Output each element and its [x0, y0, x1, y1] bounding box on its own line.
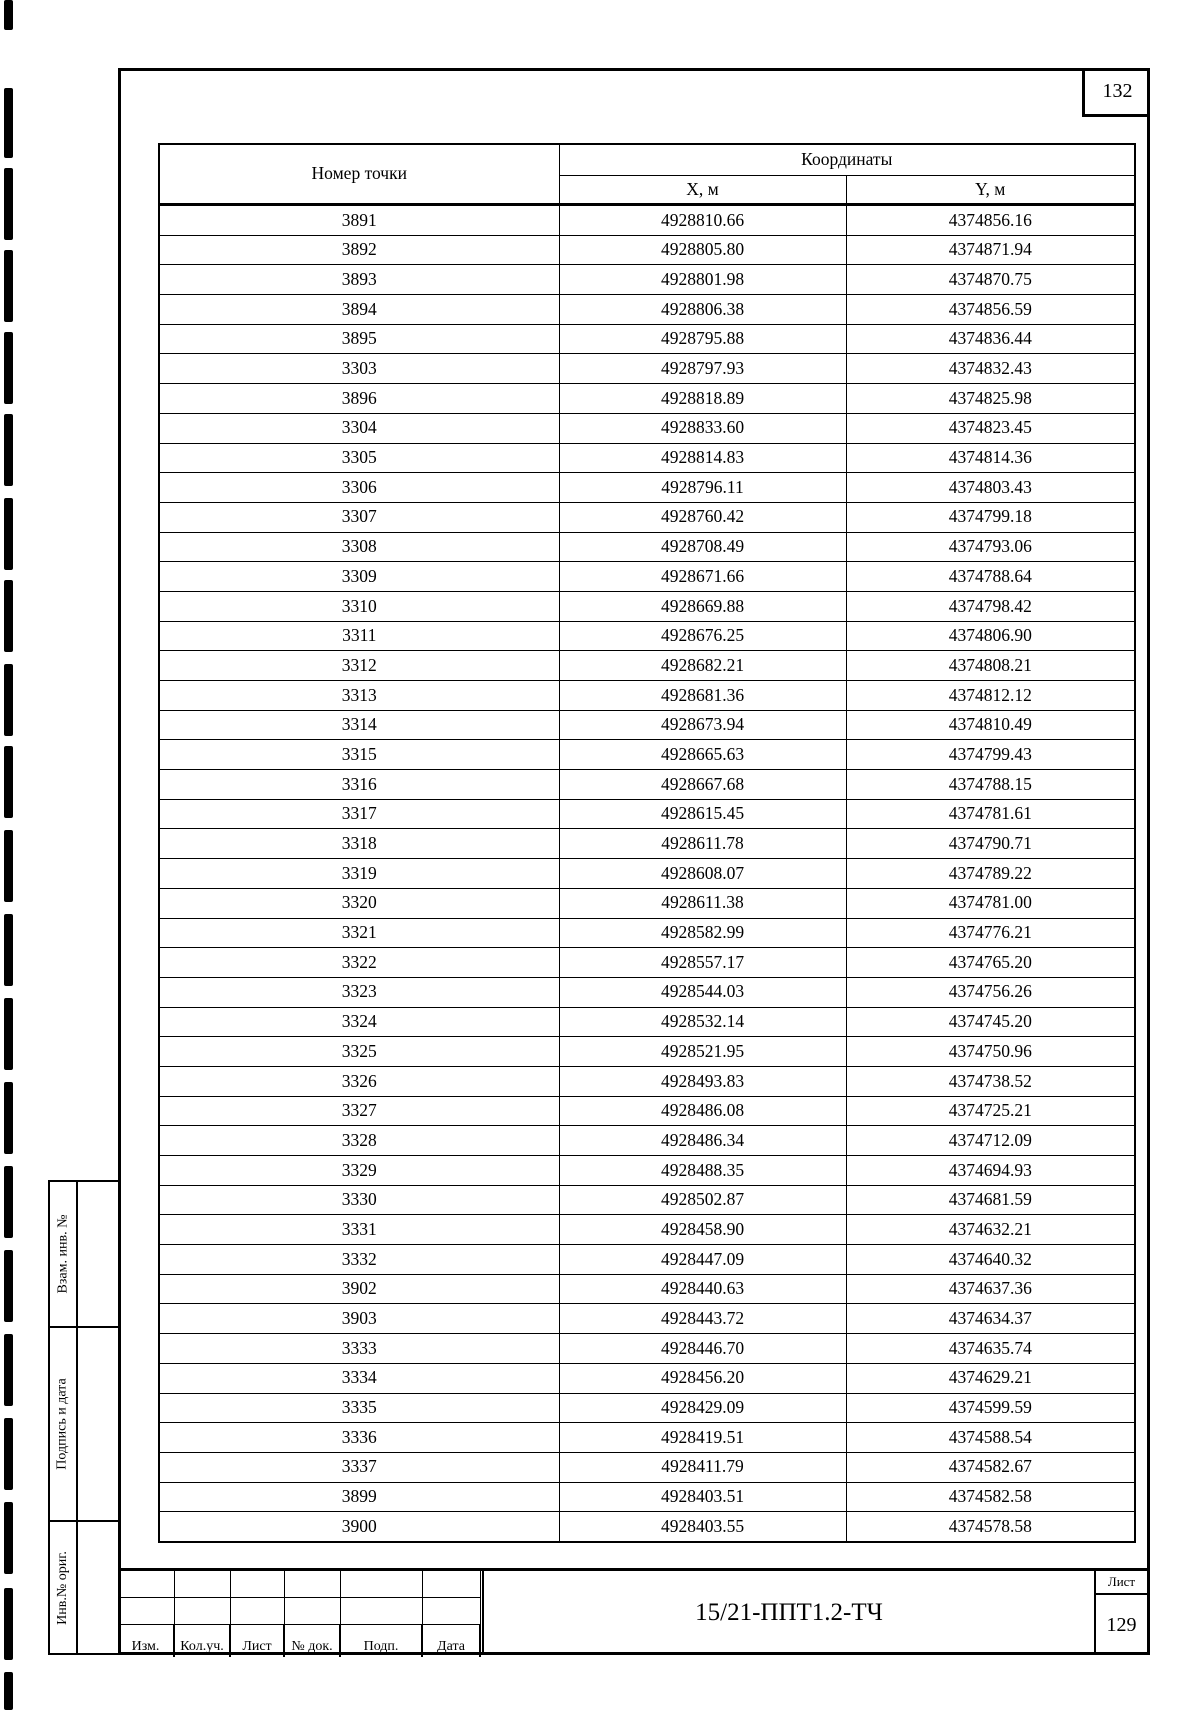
point-number-cell: 3313	[159, 681, 559, 711]
table-row	[159, 1245, 1135, 1275]
x-coordinate-cell: 4928440.63	[559, 1274, 846, 1304]
table-row	[159, 205, 1135, 236]
y-coordinate-cell: 4374871.94	[846, 235, 1135, 265]
y-coordinate-cell: 4374814.36	[846, 443, 1135, 473]
table-row	[159, 1452, 1135, 1482]
table-row	[159, 1185, 1135, 1215]
binding-mark	[4, 664, 13, 736]
x-coordinate-cell: 4928667.68	[559, 770, 846, 800]
x-coordinate-cell: 4928806.38	[559, 295, 846, 325]
title-block	[118, 1568, 1150, 1655]
coordinates-table	[158, 143, 1136, 1543]
x-coordinate-cell: 4928760.42	[559, 502, 846, 532]
stamp-replace-inv-label: Взам. инв. №	[55, 1214, 70, 1294]
x-coordinate-cell: 4928611.38	[559, 888, 846, 918]
x-coordinate-cell: 4928446.70	[559, 1334, 846, 1364]
table-row	[159, 1482, 1135, 1512]
table-row	[159, 1156, 1135, 1186]
y-coordinate-cell: 4374745.20	[846, 1007, 1135, 1037]
point-number-cell: 3315	[159, 740, 559, 770]
x-coordinate-cell: 4928521.95	[559, 1037, 846, 1067]
x-coordinate-cell: 4928833.60	[559, 413, 846, 443]
binding-mark	[4, 1166, 13, 1238]
point-number-cell: 3324	[159, 1007, 559, 1037]
table-row	[159, 859, 1135, 889]
y-coordinate-cell: 4374790.71	[846, 829, 1135, 859]
binding-mark	[4, 1672, 13, 1710]
table-row	[159, 740, 1135, 770]
table-row	[159, 1304, 1135, 1334]
point-number-cell: 3314	[159, 710, 559, 740]
point-number-cell: 3307	[159, 502, 559, 532]
revision-cell	[118, 1598, 174, 1625]
point-number-cell: 3334	[159, 1363, 559, 1393]
y-coordinate-cell: 4374738.52	[846, 1066, 1135, 1096]
binding-mark	[4, 998, 13, 1070]
y-coordinate-cell: 4374806.90	[846, 621, 1135, 651]
y-coordinate-cell: 4374781.00	[846, 888, 1135, 918]
y-coordinate-cell: 4374836.44	[846, 324, 1135, 354]
binding-mark	[4, 1418, 13, 1490]
stamp-orig-inv	[48, 1522, 118, 1655]
binding-mark	[4, 0, 13, 30]
stamp-signature-date	[48, 1328, 118, 1522]
point-number-cell: 3895	[159, 324, 559, 354]
y-coordinate-cell: 4374799.18	[846, 502, 1135, 532]
x-coordinate-cell: 4928557.17	[559, 948, 846, 978]
point-number-cell: 3900	[159, 1512, 559, 1542]
table-row	[159, 384, 1135, 414]
y-coordinate-cell: 4374812.12	[846, 681, 1135, 711]
revision-cell	[174, 1598, 230, 1625]
x-coordinate-cell: 4928443.72	[559, 1304, 846, 1334]
y-coordinate-cell: 4374582.67	[846, 1452, 1135, 1482]
binding-mark	[4, 1334, 13, 1406]
table-row	[159, 888, 1135, 918]
y-coordinate-cell: 4374588.54	[846, 1423, 1135, 1453]
table-row	[159, 651, 1135, 681]
point-number-cell: 3309	[159, 562, 559, 592]
table-row	[159, 1363, 1135, 1393]
y-coordinate-cell: 4374765.20	[846, 948, 1135, 978]
revision-cell	[118, 1571, 174, 1598]
col-kol-uch: Кол.уч.	[174, 1625, 230, 1658]
y-coordinate-cell: 4374799.43	[846, 740, 1135, 770]
point-number-cell: 3893	[159, 265, 559, 295]
table-row	[159, 1334, 1135, 1364]
point-number-cell: 3331	[159, 1215, 559, 1245]
binding-mark	[4, 1502, 13, 1574]
revision-cell	[340, 1571, 422, 1598]
y-coordinate-cell: 4374712.09	[846, 1126, 1135, 1156]
x-coordinate-cell: 4928608.07	[559, 859, 846, 889]
x-coordinate-cell: 4928403.51	[559, 1482, 846, 1512]
x-coordinate-cell: 4928411.79	[559, 1452, 846, 1482]
x-coordinate-cell: 4928532.14	[559, 1007, 846, 1037]
y-coordinate-cell: 4374640.32	[846, 1245, 1135, 1275]
x-coordinate-cell: 4928582.99	[559, 918, 846, 948]
x-coordinate-cell: 4928805.80	[559, 235, 846, 265]
x-coordinate-cell: 4928801.98	[559, 265, 846, 295]
point-number-cell: 3303	[159, 354, 559, 384]
y-coordinate-cell: 4374578.58	[846, 1512, 1135, 1542]
table-row	[159, 502, 1135, 532]
point-number-cell: 3310	[159, 591, 559, 621]
point-number-cell: 3337	[159, 1452, 559, 1482]
table-row	[159, 681, 1135, 711]
y-coordinate-cell: 4374776.21	[846, 918, 1135, 948]
header-x: X, м	[559, 176, 846, 205]
table-row	[159, 799, 1135, 829]
x-coordinate-cell: 4928486.34	[559, 1126, 846, 1156]
y-coordinate-cell: 4374789.22	[846, 859, 1135, 889]
table-row	[159, 265, 1135, 295]
x-coordinate-cell: 4928810.66	[559, 205, 846, 236]
y-coordinate-cell: 4374725.21	[846, 1096, 1135, 1126]
y-coordinate-cell: 4374635.74	[846, 1334, 1135, 1364]
revision-cell	[422, 1571, 480, 1598]
point-number-cell: 3321	[159, 918, 559, 948]
table-row	[159, 1215, 1135, 1245]
table-row	[159, 977, 1135, 1007]
binding-mark	[4, 1250, 13, 1322]
header-coordinates: Координаты	[559, 144, 1135, 176]
col-izm: Изм.	[118, 1625, 174, 1658]
x-coordinate-cell: 4928796.11	[559, 473, 846, 503]
point-number-cell: 3332	[159, 1245, 559, 1275]
point-number-cell: 3320	[159, 888, 559, 918]
point-number-cell: 3311	[159, 621, 559, 651]
sheet-box	[1094, 1571, 1147, 1655]
table-row	[159, 829, 1135, 859]
x-coordinate-cell: 4928797.93	[559, 354, 846, 384]
binding-mark	[4, 746, 13, 818]
x-coordinate-cell: 4928458.90	[559, 1215, 846, 1245]
point-number-cell: 3322	[159, 948, 559, 978]
col-list: Лист	[230, 1625, 284, 1658]
x-coordinate-cell: 4928795.88	[559, 324, 846, 354]
table-row	[159, 295, 1135, 325]
y-coordinate-cell: 4374856.59	[846, 295, 1135, 325]
y-coordinate-cell: 4374599.59	[846, 1393, 1135, 1423]
y-coordinate-cell: 4374825.98	[846, 384, 1135, 414]
point-number-cell: 3903	[159, 1304, 559, 1334]
point-number-cell: 3326	[159, 1066, 559, 1096]
table-row	[159, 1423, 1135, 1453]
y-coordinate-cell: 4374750.96	[846, 1037, 1135, 1067]
x-coordinate-cell: 4928615.45	[559, 799, 846, 829]
binding-mark	[4, 168, 13, 240]
x-coordinate-cell: 4928488.35	[559, 1156, 846, 1186]
revision-cell	[284, 1598, 340, 1625]
point-number-cell: 3325	[159, 1037, 559, 1067]
point-number-cell: 3319	[159, 859, 559, 889]
point-number-cell: 3891	[159, 205, 559, 236]
binding-mark	[4, 580, 13, 652]
y-coordinate-cell: 4374781.61	[846, 799, 1135, 829]
table-row	[159, 710, 1135, 740]
x-coordinate-cell: 4928486.08	[559, 1096, 846, 1126]
binding-mark	[4, 914, 13, 986]
table-row	[159, 562, 1135, 592]
point-number-cell: 3304	[159, 413, 559, 443]
y-coordinate-cell: 4374681.59	[846, 1185, 1135, 1215]
point-number-cell: 3323	[159, 977, 559, 1007]
x-coordinate-cell: 4928502.87	[559, 1185, 846, 1215]
revision-cell	[340, 1598, 422, 1625]
x-coordinate-cell: 4928681.36	[559, 681, 846, 711]
binding-mark	[4, 1588, 13, 1660]
point-number-cell: 3902	[159, 1274, 559, 1304]
binding-mark	[4, 830, 13, 902]
col-signature: Подп.	[340, 1625, 422, 1658]
binding-mark	[4, 414, 13, 486]
y-coordinate-cell: 4374798.42	[846, 591, 1135, 621]
table-row	[159, 1037, 1135, 1067]
point-number-cell: 3318	[159, 829, 559, 859]
point-number-cell: 3335	[159, 1393, 559, 1423]
binding-mark	[4, 498, 13, 570]
revision-cell	[230, 1598, 284, 1625]
point-number-cell: 3336	[159, 1423, 559, 1453]
x-coordinate-cell: 4928447.09	[559, 1245, 846, 1275]
x-coordinate-cell: 4928818.89	[559, 384, 846, 414]
binding-mark	[4, 332, 13, 404]
y-coordinate-cell: 4374823.45	[846, 413, 1135, 443]
point-number-cell: 3327	[159, 1096, 559, 1126]
x-coordinate-cell: 4928665.63	[559, 740, 846, 770]
point-number-cell: 3312	[159, 651, 559, 681]
point-number-cell: 3899	[159, 1482, 559, 1512]
y-coordinate-cell: 4374832.43	[846, 354, 1135, 384]
binding-mark	[4, 250, 13, 322]
table-row	[159, 1512, 1135, 1542]
y-coordinate-cell: 4374582.58	[846, 1482, 1135, 1512]
point-number-cell: 3333	[159, 1334, 559, 1364]
point-number-cell: 3308	[159, 532, 559, 562]
table-row	[159, 1066, 1135, 1096]
y-coordinate-cell: 4374803.43	[846, 473, 1135, 503]
point-number-cell: 3306	[159, 473, 559, 503]
table-row	[159, 591, 1135, 621]
y-coordinate-cell: 4374808.21	[846, 651, 1135, 681]
table-row	[159, 770, 1135, 800]
table-row	[159, 1393, 1135, 1423]
point-number-cell: 3896	[159, 384, 559, 414]
stamp-orig-inv-label: Инв.№ ориг.	[55, 1550, 71, 1625]
table-row	[159, 1007, 1135, 1037]
table-row	[159, 1126, 1135, 1156]
point-number-cell: 3316	[159, 770, 559, 800]
x-coordinate-cell: 4928456.20	[559, 1363, 846, 1393]
y-coordinate-cell: 4374856.16	[846, 205, 1135, 236]
y-coordinate-cell: 4374788.64	[846, 562, 1135, 592]
header-y: Y, м	[846, 176, 1135, 205]
table-row	[159, 443, 1135, 473]
point-number-cell: 3329	[159, 1156, 559, 1186]
header-point-number: Номер точки	[159, 144, 559, 205]
point-number-cell: 3305	[159, 443, 559, 473]
point-number-cell: 3330	[159, 1185, 559, 1215]
table-row	[159, 621, 1135, 651]
x-coordinate-cell: 4928403.55	[559, 1512, 846, 1542]
col-date: Дата	[422, 1625, 480, 1658]
y-coordinate-cell: 4374756.26	[846, 977, 1135, 1007]
binding-mark	[4, 1082, 13, 1154]
y-coordinate-cell: 4374870.75	[846, 265, 1135, 295]
y-coordinate-cell: 4374810.49	[846, 710, 1135, 740]
point-number-cell: 3317	[159, 799, 559, 829]
table-row	[159, 324, 1135, 354]
revision-cell	[422, 1598, 480, 1625]
x-coordinate-cell: 4928544.03	[559, 977, 846, 1007]
col-doc-num: № док.	[284, 1625, 340, 1658]
document-code: 15/21-ППТ1.2-ТЧ	[482, 1571, 1094, 1655]
revision-cell	[174, 1571, 230, 1598]
table-row	[159, 235, 1135, 265]
revision-cell	[284, 1571, 340, 1598]
table-row	[159, 1274, 1135, 1304]
y-coordinate-cell: 4374637.36	[846, 1274, 1135, 1304]
y-coordinate-cell: 4374634.37	[846, 1304, 1135, 1334]
table-row	[159, 1096, 1135, 1126]
revision-grid	[118, 1571, 481, 1657]
y-coordinate-cell: 4374793.06	[846, 532, 1135, 562]
coordinates-table-body	[159, 205, 1135, 1542]
table-row	[159, 918, 1135, 948]
y-coordinate-cell: 4374629.21	[846, 1363, 1135, 1393]
stamp-replace-inv	[48, 1180, 118, 1328]
stamp-signature-date-label: Подпись и дата	[55, 1378, 71, 1470]
x-coordinate-cell: 4928611.78	[559, 829, 846, 859]
table-row	[159, 354, 1135, 384]
point-number-cell: 3894	[159, 295, 559, 325]
page-number: 132	[1082, 68, 1150, 117]
sheet-number: 129	[1106, 1613, 1137, 1636]
x-coordinate-cell: 4928673.94	[559, 710, 846, 740]
point-number-cell: 3328	[159, 1126, 559, 1156]
point-number-cell: 3892	[159, 235, 559, 265]
binding-mark	[4, 88, 13, 158]
x-coordinate-cell: 4928493.83	[559, 1066, 846, 1096]
sheet-label: Лист	[1096, 1571, 1147, 1595]
x-coordinate-cell: 4928669.88	[559, 591, 846, 621]
x-coordinate-cell: 4928682.21	[559, 651, 846, 681]
y-coordinate-cell: 4374632.21	[846, 1215, 1135, 1245]
y-coordinate-cell: 4374788.15	[846, 770, 1135, 800]
y-coordinate-cell: 4374694.93	[846, 1156, 1135, 1186]
x-coordinate-cell: 4928708.49	[559, 532, 846, 562]
table-row	[159, 948, 1135, 978]
x-coordinate-cell: 4928676.25	[559, 621, 846, 651]
table-row	[159, 473, 1135, 503]
x-coordinate-cell: 4928814.83	[559, 443, 846, 473]
x-coordinate-cell: 4928671.66	[559, 562, 846, 592]
revision-cell	[230, 1571, 284, 1598]
x-coordinate-cell: 4928419.51	[559, 1423, 846, 1453]
table-row	[159, 413, 1135, 443]
x-coordinate-cell: 4928429.09	[559, 1393, 846, 1423]
table-row	[159, 532, 1135, 562]
